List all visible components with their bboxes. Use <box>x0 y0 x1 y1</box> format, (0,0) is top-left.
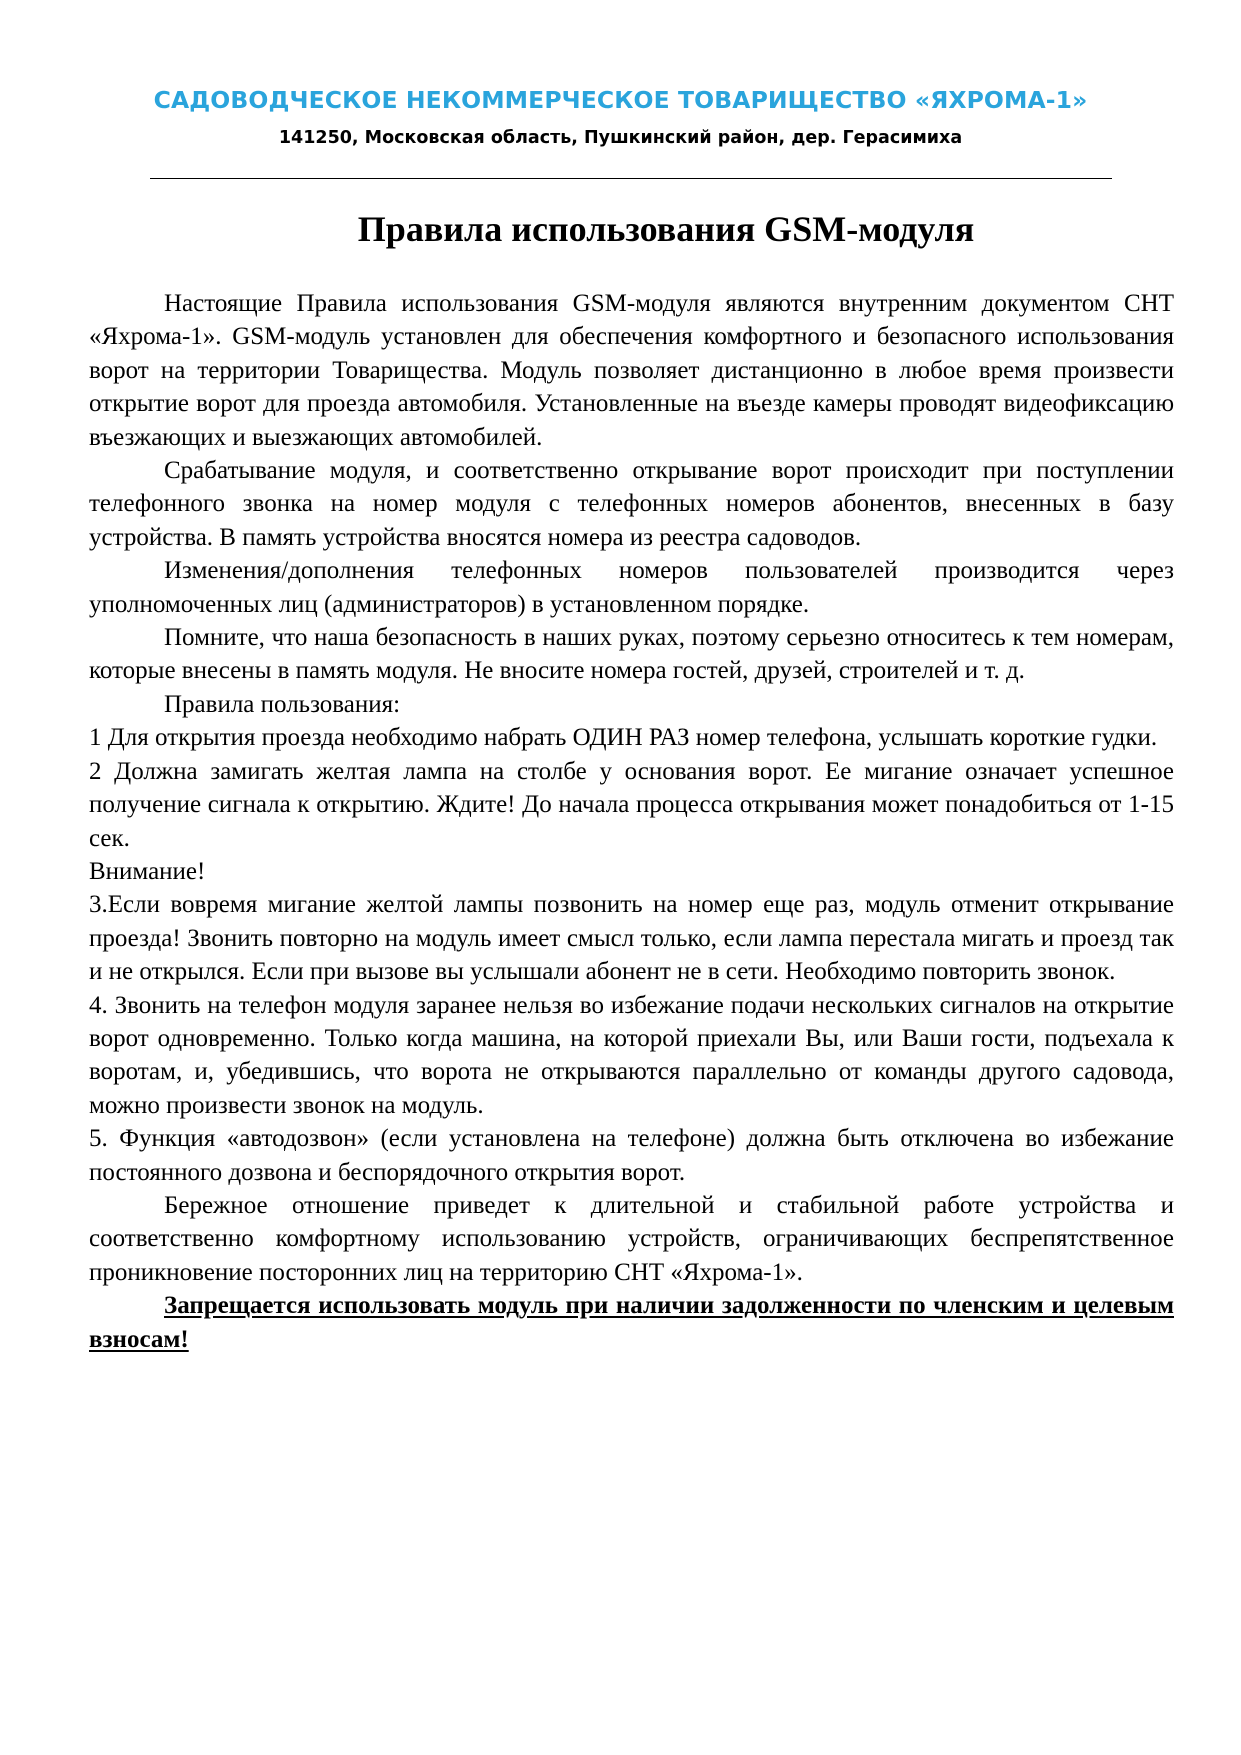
document-body <box>89 287 1174 1356</box>
organization-name: САДОВОДЧЕСКОЕ НЕКОММЕРЧЕСКОЕ ТОВАРИЩЕСТВО «ЯХРОМА-1» <box>153 86 1088 114</box>
organization-address: 141250, Московская область, Пушкинский район, дер. Герасимиха <box>278 128 963 148</box>
paragraph-intro: Настоящие Правила использования GSM-модуля являются внутренним документом СНТ «Яхрома-1». GSM-модуль установлен для обеспечения комфортного и безопасного использования ворот на территории Товарищества. Модуль позволяет дистанционно в любое время произвести открытие ворот для проезда автомобиля. Установленные на въезде камеры проводят видеофиксацию въезжающих и выезжающих автомобилей. <box>89 290 1174 451</box>
paragraph-security: Помните, что наша безопасность в наших руках, поэтому серьезно относитесь к тем номерам, которые внесены в память модуля. Не вносите номера гостей, друзей, строителей и т. д. <box>89 624 1174 685</box>
attention-label: Внимание! <box>89 857 206 885</box>
rules-heading: Правила пользования: <box>164 690 401 718</box>
paragraph-care: Бережное отношение приведет к длительной и стабильной работе устройства и соответственно комфортному использованию устройств, ограничивающих беспрепятственное проникновение посторонних лиц на территорию СНТ «Яхрома-1». <box>89 1191 1174 1286</box>
header-separator <box>150 178 1112 179</box>
rule-item-5: 5. Функция «автодозвон» (если установлена на телефоне) должна быть отключена во избежание постоянного дозвона и беспорядочного открытия ворот. <box>89 1125 1174 1186</box>
rule-item-4: 4. Звонить на телефон модуля заранее нельзя во избежание подачи нескольких сигналов на открытие ворот одновременно. Только когда машина, на которой приехали Вы, или Ваши гости, подъехала к воротам, и, убедившись, что ворота не открываются параллельно от команды другого садовода, можно произвести звонок на модуль. <box>89 991 1174 1119</box>
rule-item-2: 2 Должна замигать желтая лампа на столбе у основания ворот. Ее мигание означает успешное получение сигнала к открытию. Ждите! До начала процесса открывания может понадобиться от 1-15 сек. <box>89 757 1174 852</box>
prohibition-notice: Запрещается использовать модуль при наличии задолженности по членским и целевым взносам! <box>89 1292 1174 1353</box>
rule-item-1: 1 Для открытия проезда необходимо набрать ОДИН РАЗ номер телефона, услышать короткие гудки. <box>89 724 1158 752</box>
rule-item-3: 3.Если вовремя мигание желтой лампы позвонить на номер еще раз, модуль отменит открывание проезда! Звонить повторно на модуль имеет смысл только, если лампа перестала мигать и проезд так и не открылся. Если при вызове вы услышали абонент не в сети. Необходимо повторить звонок. <box>89 891 1174 986</box>
paragraph-trigger: Срабатывание модуля, и соответственно открывание ворот происходит при поступлении телефонного звонка на номер модуля с телефонных номеров абонентов, внесенных в базу устройства. В память устройства вносятся номера из реестра садоводов. <box>89 457 1174 551</box>
paragraph-changes: Изменения/дополнения телефонных номеров пользователей производится через уполномоченных лиц (администраторов) в установленном порядке. <box>89 557 1174 618</box>
document-title: Правила использования GSM-модуля <box>357 209 975 249</box>
